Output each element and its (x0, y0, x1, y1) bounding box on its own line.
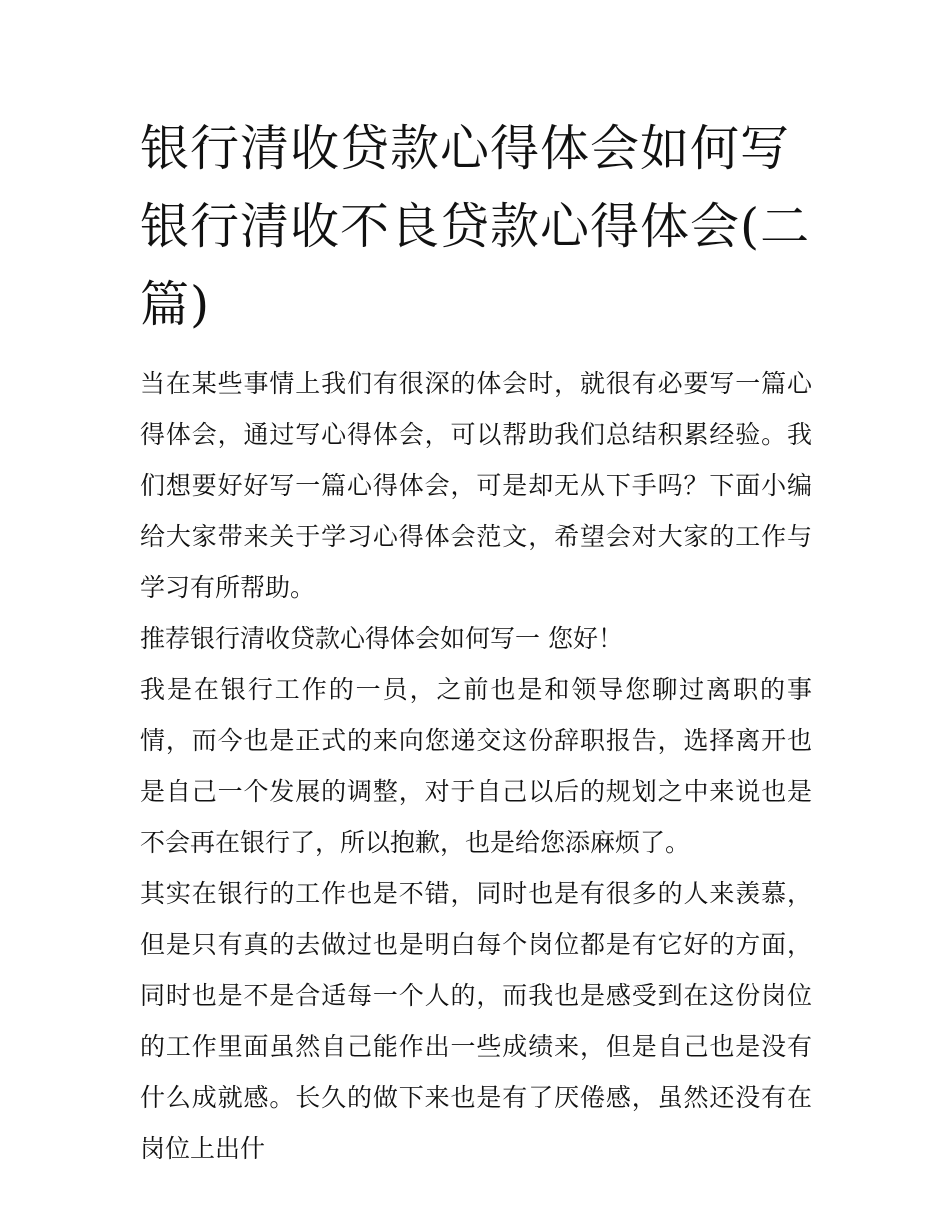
intro-paragraph: 当在某些事情上我们有很深的体会时，就很有必要写一篇心得体会，通过写心得体会，可以帮助我们总结积累经验。我们想要好好写一篇心得体会，可是却无从下手吗？下面小编给大家带来关于学习心得体会范文，希望会对大家的工作与学习有所帮助。 (140, 369, 812, 602)
document-page (140, 110, 812, 1174)
body-paragraph-1: 我是在银行工作的一员，之前也是和领导您聊过离职的事情，而今也是正式的来向您递交这份辞职报告，选择离开也是自己一个发展的调整，对于自己以后的规划之中来说也是不会再在银行了，所以抱歉，也是给您添麻烦了。 (140, 675, 812, 857)
section-heading-paragraph: 推荐银行清收贷款心得体会如何写一 您好！ (140, 624, 623, 653)
body-paragraph-2: 其实在银行的工作也是不错，同时也是有很多的人来羡慕，但是只有真的去做过也是明白每个岗位都是有它好的方面，同时也是不是合适每一个人的，而我也是感受到在这份岗位的工作里面虽然自己能作出一些成绩来，但是自己也是没有什么成就感。长久的做下来也是有了厌倦感，虽然还没有在岗位上出什 (140, 879, 812, 1163)
document-title: 银行清收贷款心得体会如何写 银行清收不良贷款心得体会(二篇) (140, 120, 811, 333)
